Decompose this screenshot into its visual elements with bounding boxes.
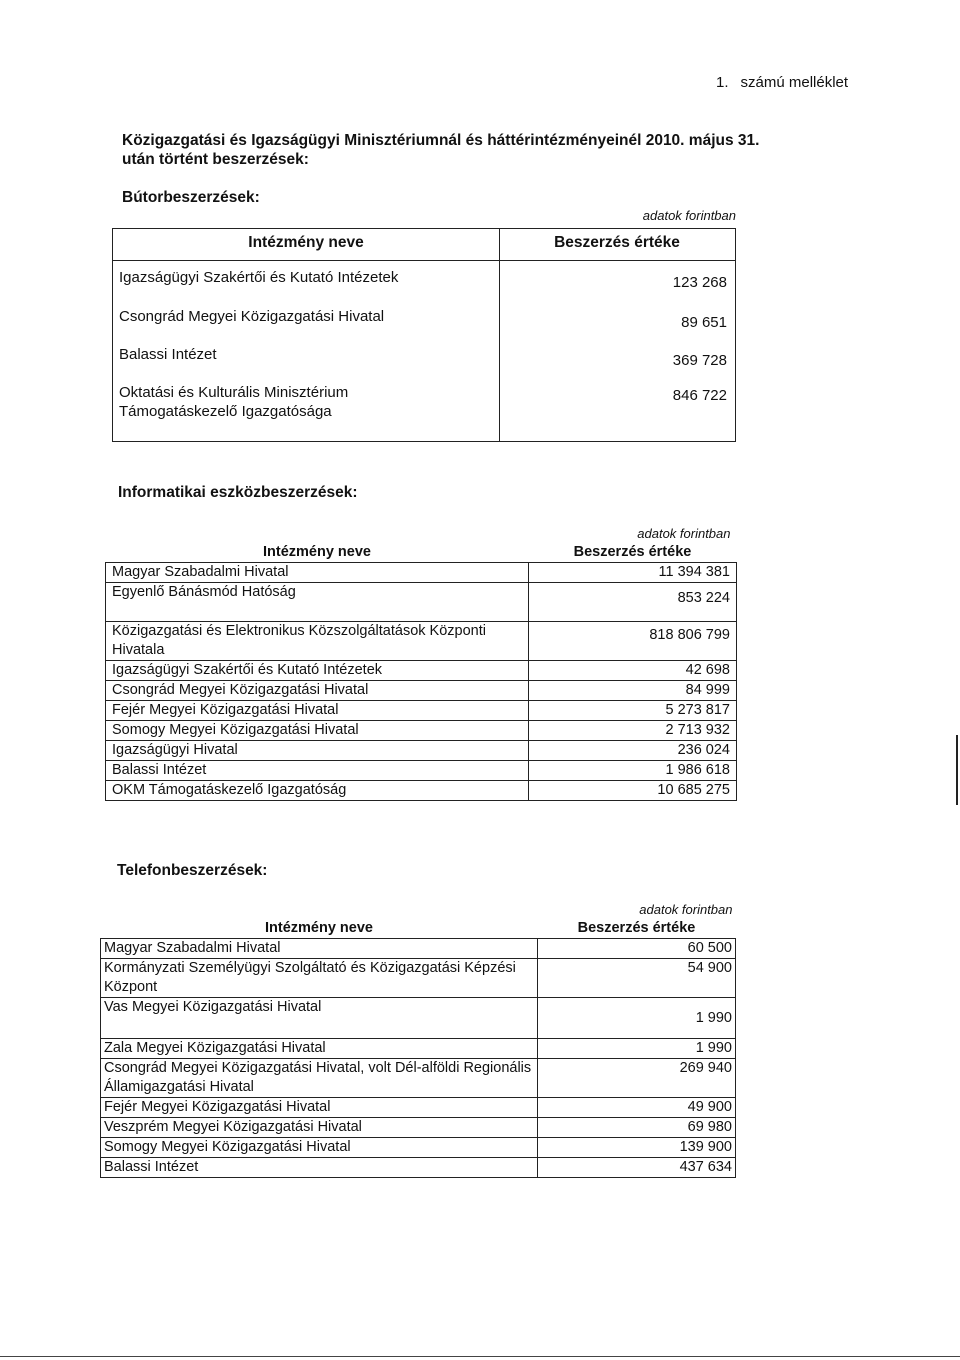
scan-margin-mark	[956, 735, 958, 805]
phone-row-name: Vas Megyei Közigazgatási Hivatal	[101, 998, 538, 1039]
table-row	[101, 1158, 736, 1178]
table-row	[106, 681, 737, 701]
table-row	[101, 939, 736, 959]
furniture-row-name: Balassi Intézet	[119, 346, 217, 363]
it-row-value: 236 024	[529, 741, 737, 761]
annex-label	[716, 74, 848, 91]
it-row-name: Közigazgatási és Elektronikus Közszolgáltatások Központi Hivatala	[106, 622, 529, 661]
table-row	[106, 583, 737, 622]
page-bottom-rule	[0, 1356, 960, 1357]
table-row	[101, 959, 736, 998]
table-row	[101, 1059, 736, 1098]
it-section-title: Informatikai eszközbeszerzések:	[118, 484, 358, 501]
furniture-header-name: Intézmény neve	[248, 234, 364, 251]
annex-text: számú melléklet	[740, 74, 849, 91]
table-row	[101, 1098, 736, 1118]
phone-row-name: Csongrád Megyei Közigazgatási Hivatal, volt Dél-alföldi Regionális Államigazgatási Hivatal	[101, 1059, 538, 1098]
annex-number: 1.	[716, 74, 729, 91]
phone-row-value: 139 900	[538, 1138, 736, 1158]
phone-row-name: Magyar Szabadalmi Hivatal	[101, 939, 538, 959]
it-row-value: 818 806 799	[529, 622, 737, 661]
table-row	[106, 622, 737, 661]
furniture-section-title: Bútorbeszerzések:	[122, 189, 260, 206]
it-row-name: Egyenlő Bánásmód Hatóság	[106, 583, 529, 622]
phone-row-value: 49 900	[538, 1098, 736, 1118]
phone-row-value: 269 940	[538, 1059, 736, 1098]
table-row	[101, 1138, 736, 1158]
phone-row-value: 1 990	[538, 1039, 736, 1059]
it-row-value: 84 999	[529, 681, 737, 701]
furniture-row-value: 123 268	[672, 274, 727, 291]
page-title: Közigazgatási és Igazságügyi Minisztériumnál és háttérintézményeinél 2010. május 31. után történt beszerzések:	[122, 132, 760, 168]
table-row	[106, 563, 737, 583]
table-row	[106, 761, 737, 781]
furniture-row-name: Igazságügyi Szakértői és Kutató Intézetek	[119, 269, 399, 286]
phone-unit-note: adatok forintban	[639, 902, 733, 917]
it-row-value: 1 986 618	[529, 761, 737, 781]
it-row-value: 42 698	[529, 661, 737, 681]
furniture-row-value: 846 722	[672, 387, 727, 404]
table-row	[101, 1039, 736, 1059]
it-row-name: Csongrád Megyei Közigazgatási Hivatal	[106, 681, 529, 701]
it-row-name: Fejér Megyei Közigazgatási Hivatal	[106, 701, 529, 721]
phone-row-name: Veszprém Megyei Közigazgatási Hivatal	[101, 1118, 538, 1138]
furniture-unit-note: adatok forintban	[642, 208, 736, 223]
table-row	[106, 781, 737, 801]
it-row-value: 5 273 817	[529, 701, 737, 721]
phone-section-title: Telefonbeszerzések:	[117, 862, 268, 879]
it-row-name: Balassi Intézet	[106, 761, 529, 781]
it-header-value: Beszerzés értéke	[573, 544, 692, 560]
it-row-name: Igazságügyi Szakértői és Kutató Intézetek	[106, 661, 529, 681]
furniture-row-name: Oktatási és Kulturális Minisztérium Támogatáskezelő Igazgatósága	[119, 384, 349, 420]
table-row	[106, 661, 737, 681]
it-row-name: OKM Támogatáskezelő Igazgatóság	[106, 781, 529, 801]
phone-row-name: Fejér Megyei Közigazgatási Hivatal	[101, 1098, 538, 1118]
phone-row-name: Kormányzati Személyügyi Szolgáltató és Közigazgatási Képzési Központ	[101, 959, 538, 998]
phone-row-name: Somogy Megyei Közigazgatási Hivatal	[101, 1138, 538, 1158]
furniture-row-name: Csongrád Megyei Közigazgatási Hivatal	[119, 308, 385, 325]
it-unit-note: adatok forintban	[637, 526, 731, 541]
it-row-value: 10 685 275	[529, 781, 737, 801]
phone-row-value: 60 500	[538, 939, 736, 959]
it-row-name: Igazságügyi Hivatal	[106, 741, 529, 761]
furniture-row-value: 369 728	[672, 352, 727, 369]
it-header-name: Intézmény neve	[263, 544, 371, 560]
furniture-row-value: 89 651	[681, 314, 727, 331]
phone-header-name: Intézmény neve	[265, 920, 373, 936]
table-row	[101, 998, 736, 1039]
it-row-name: Magyar Szabadalmi Hivatal	[106, 563, 529, 583]
phone-row-name: Balassi Intézet	[101, 1158, 538, 1178]
phone-row-value: 1 990	[538, 998, 736, 1039]
phone-row-value: 54 900	[538, 959, 736, 998]
table-row	[106, 721, 737, 741]
phone-row-value: 437 634	[538, 1158, 736, 1178]
phone-header-value: Beszerzés értéke	[577, 920, 696, 936]
furniture-table	[112, 228, 736, 442]
it-row-value: 2 713 932	[529, 721, 737, 741]
phone-row-name: Zala Megyei Közigazgatási Hivatal	[101, 1039, 538, 1059]
furniture-header-value: Beszerzés értéke	[554, 234, 680, 251]
table-row	[101, 1118, 736, 1138]
table-row	[106, 701, 737, 721]
it-row-value: 11 394 381	[529, 563, 737, 583]
it-row-value: 853 224	[529, 583, 737, 622]
it-table	[105, 524, 737, 801]
phone-table	[100, 900, 736, 1178]
phone-row-value: 69 980	[538, 1118, 736, 1138]
table-row	[106, 741, 737, 761]
it-row-name: Somogy Megyei Közigazgatási Hivatal	[106, 721, 529, 741]
